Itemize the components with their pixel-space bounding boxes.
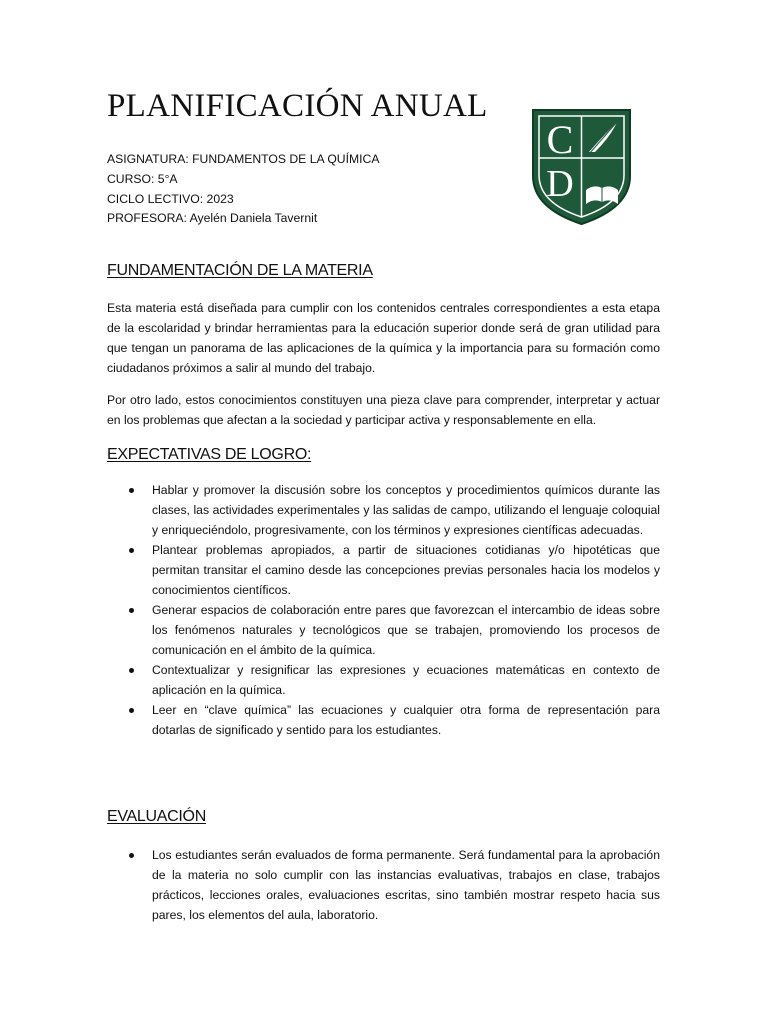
expectativas-list bbox=[107, 480, 660, 740]
bullet-icon bbox=[129, 853, 134, 858]
crest-letter-d: D bbox=[546, 163, 574, 205]
course-info bbox=[107, 150, 379, 229]
document-title: PLANIFICACIÓN ANUAL bbox=[107, 88, 488, 124]
school-year-line: CICLO LECTIVO: 2023 bbox=[107, 191, 234, 206]
list-item: Generar espacios de colaboración entre pares que favorezcan el intercambio de ideas sobre los fenómenos naturales y tecnológicos que se trabajen, promoviendo los procesos de comunicación en el ámbito de la química. bbox=[107, 600, 660, 660]
bullet-icon bbox=[129, 488, 134, 493]
fundamentacion-paragraph-1: Esta materia está diseñada para cumplir con los contenidos centrales correspondientes a esta etapa de la escolaridad y brindar herramientas para la educación superior donde será de gran utilidad para que tengan un panorama de las aplicaciones de la química y la importancia para su formación como ciudadanos próximos a salir al mundo del trabajo. bbox=[107, 301, 660, 375]
course-line: CURSO: 5°A bbox=[107, 171, 178, 186]
list-item: Hablar y promover la discusión sobre los conceptos y procedimientos químicos durante las clases, las actividades experimentales y las salidas de campo, utilizando el lenguaje coloquial y enriqueciéndolo, progresivamente, con los términos y expresiones científicas adecuadas. bbox=[107, 480, 660, 540]
bullet-icon bbox=[129, 668, 134, 673]
fundamentacion-paragraph-2: Por otro lado, estos conocimientos constituyen una pieza clave para comprender, interpretar y actuar en los problemas que afectan a la sociedad y participar activa y responsablemente en ella. bbox=[107, 393, 660, 427]
list-item: Leer en “clave química” las ecuaciones y cualquier otra forma de representación para dotarlas de significado y sentido para los estudiantes. bbox=[107, 700, 660, 740]
list-item: Los estudiantes serán evaluados de forma permanente. Será fundamental para la aprobación de la materia no solo cumplir con las instancias evaluativas, trabajos en clase, trabajos prácticos, lecciones orales, evaluaciones escritas, sino también mostrar respeto hacia sus pares, los elementos del aula, laboratorio. bbox=[107, 845, 660, 925]
list-item: Contextualizar y resignificar las expresiones y ecuaciones matemáticas en contexto de aplicación en la química. bbox=[107, 660, 660, 700]
list-item: Plantear problemas apropiados, a partir de situaciones cotidianas y/o hipotéticas que permitan transitar el camino desde las concepciones previas personales hacia los modelos y conocimientos científicos. bbox=[107, 540, 660, 600]
bullet-icon bbox=[129, 708, 134, 713]
school-crest-logo bbox=[531, 108, 632, 226]
crest-letter-c: C bbox=[546, 117, 574, 162]
bullet-icon bbox=[129, 548, 134, 553]
evaluacion-heading: EVALUACIÓN bbox=[107, 808, 206, 825]
evaluacion-list bbox=[107, 845, 660, 925]
teacher-line: PROFESORA: Ayelén Daniela Tavernit bbox=[107, 211, 318, 226]
subject-line: ASIGNATURA: FUNDAMENTOS DE LA QUÍMICA bbox=[107, 152, 380, 166]
expectativas-heading: EXPECTATIVAS DE LOGRO: bbox=[107, 446, 312, 463]
bullet-icon bbox=[129, 608, 134, 613]
fundamentacion-heading: FUNDAMENTACIÓN DE LA MATERIA bbox=[107, 262, 373, 279]
